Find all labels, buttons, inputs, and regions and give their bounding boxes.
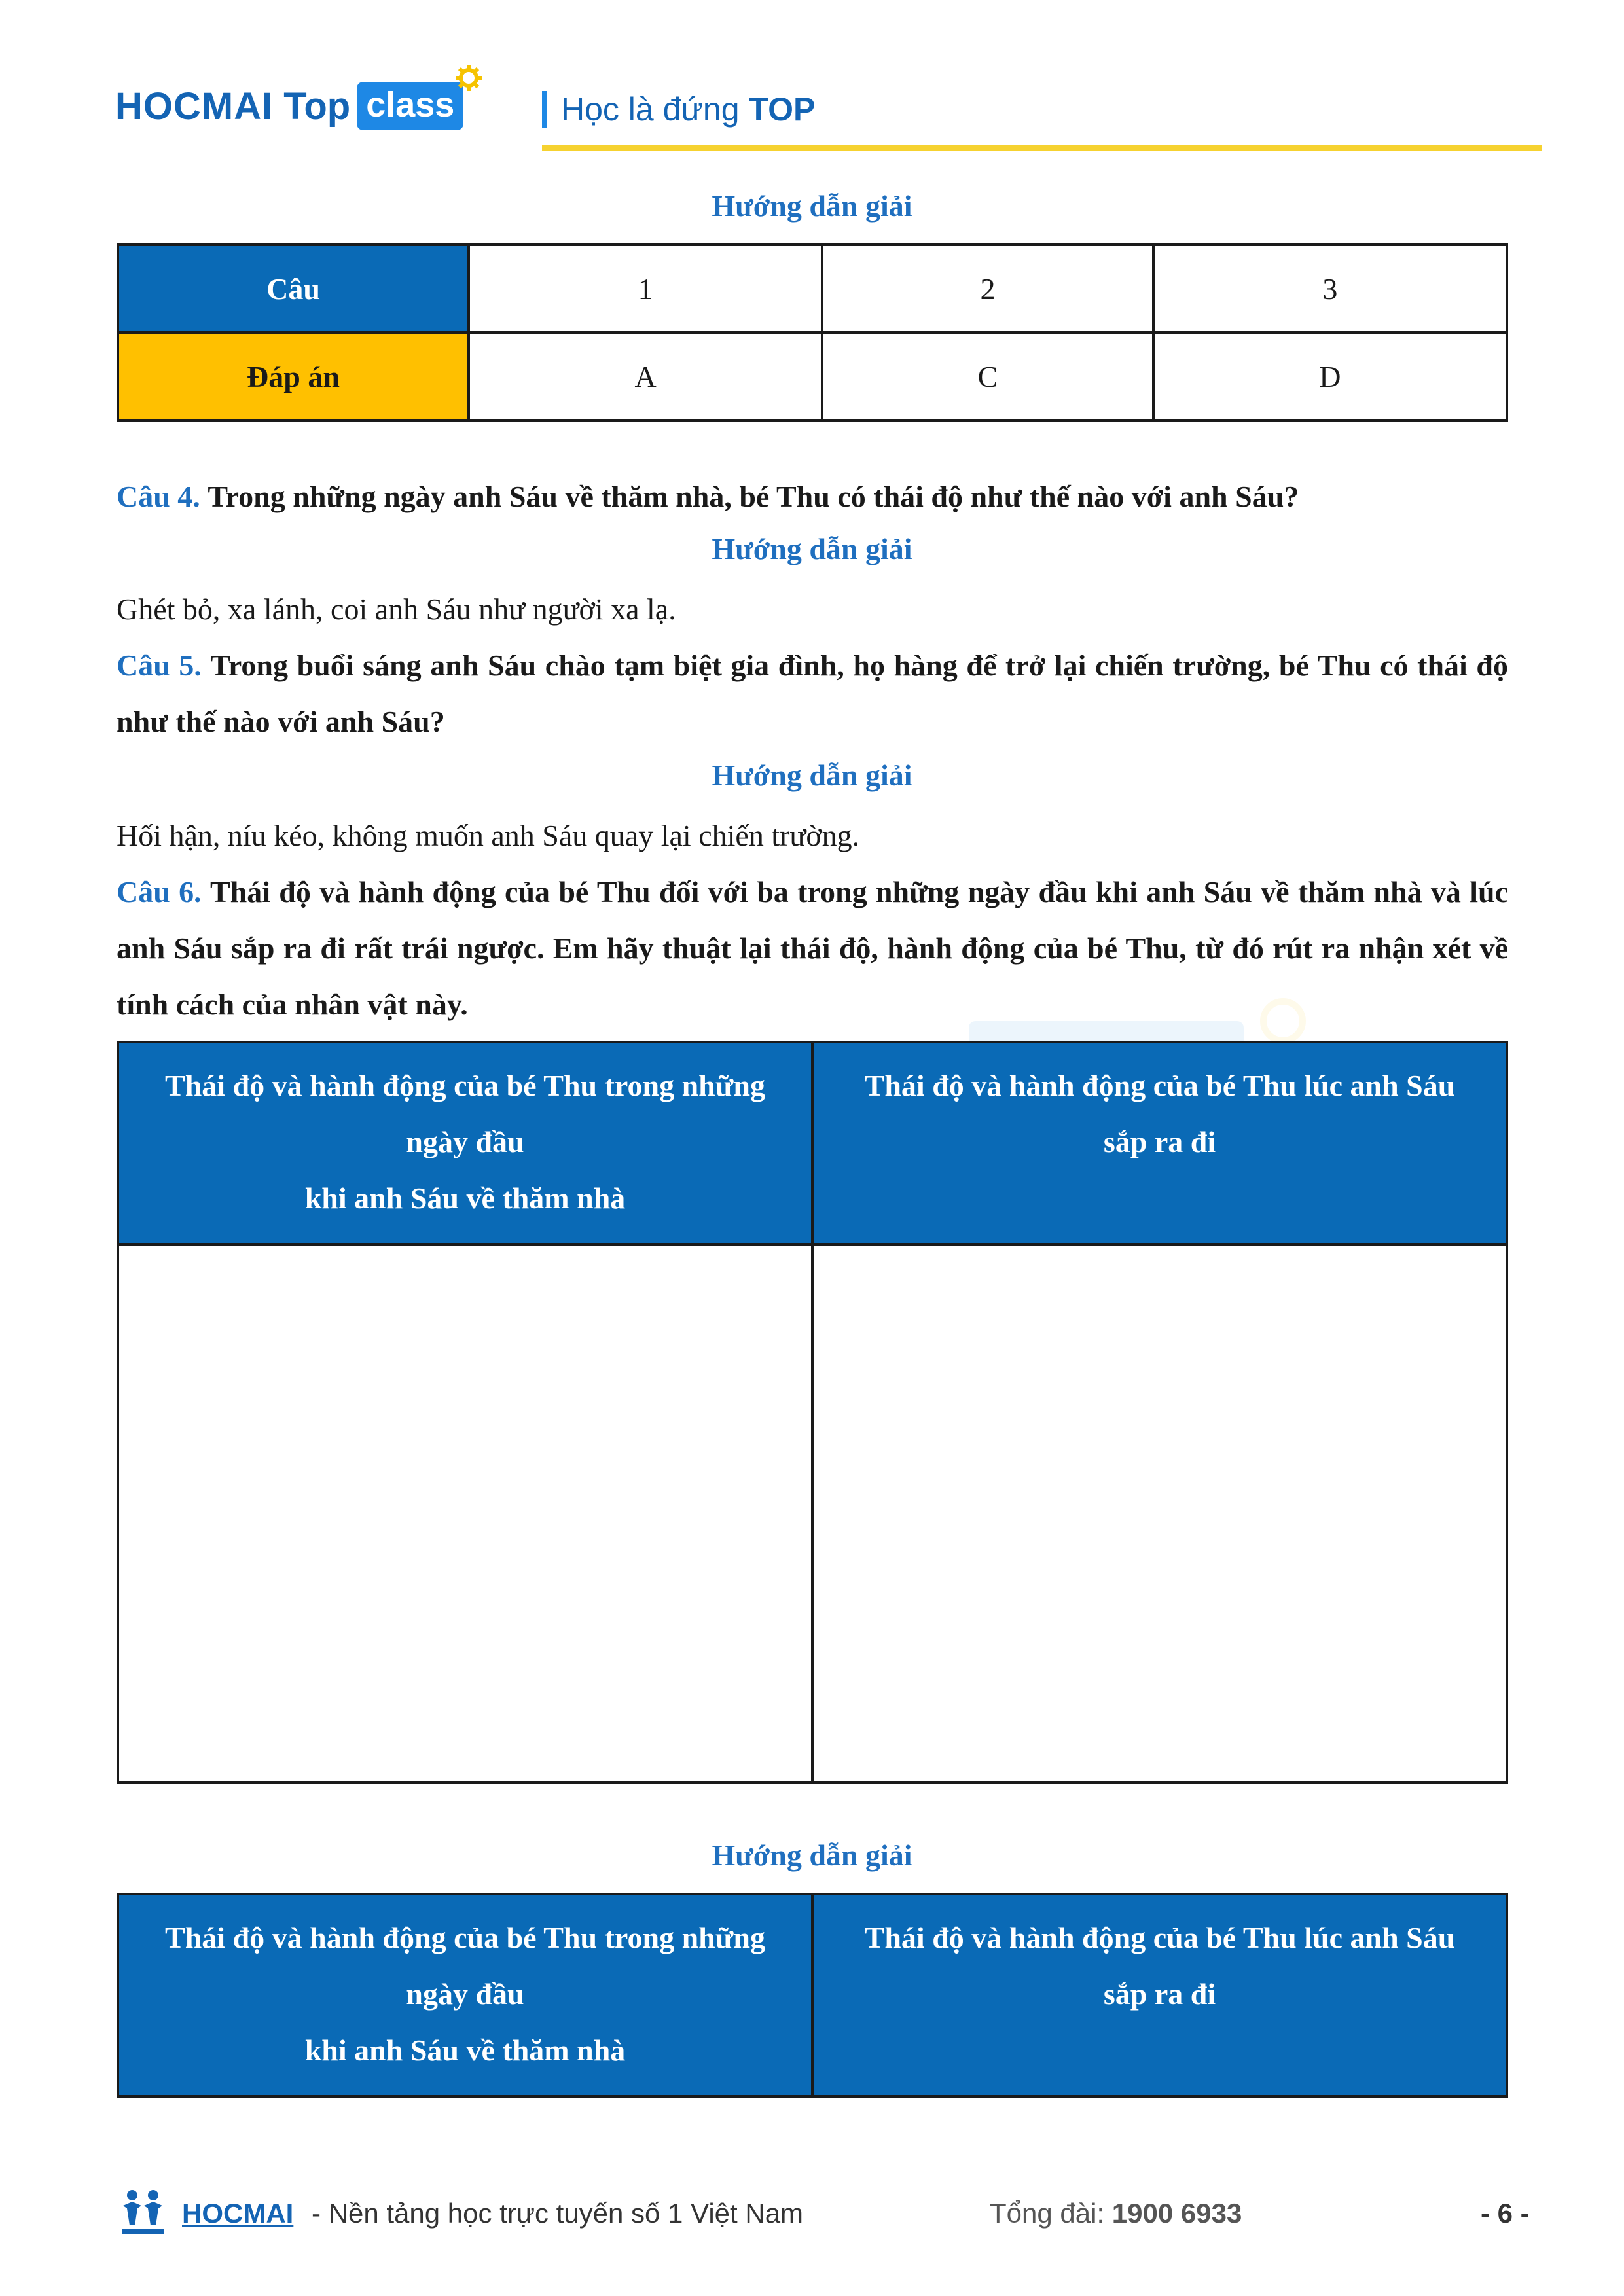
header-line: ngày đầu (406, 1977, 524, 2011)
question-label: Câu 6. (117, 875, 202, 908)
header-line: sắp ra đi (1103, 1125, 1216, 1158)
question-text: Thái độ và hành động của bé Thu đối với ba trong những ngày đầu khi anh Sáu về thăm nhà và lúc anh Sáu sắp ra đi rất trái ngược. Em hãy thuật lại thái độ, hành động của bé Thu, từ đó rút ra nhận xét về tính cách của nhân vật này. (117, 875, 1508, 1021)
question-label: Câu 4. (117, 480, 200, 513)
header-line: sắp ra đi (1103, 1977, 1216, 2011)
table-header-row (118, 1042, 1507, 1244)
header-line: Thái độ và hành động của bé Thu lúc anh Sáu (864, 1921, 1455, 1954)
answer-value: D (1153, 332, 1507, 420)
question-number: 3 (1153, 245, 1507, 332)
column-header-departure (812, 1042, 1507, 1244)
logo-class-badge (357, 82, 463, 130)
guide-heading-1: Hướng dẫn giải (712, 189, 912, 223)
logo-hocmai-text: HOCMAI (115, 84, 274, 128)
hocmai-topclass-logo (115, 73, 463, 139)
answer-table (117, 243, 1508, 422)
guide-heading-q6: Hướng dẫn giải (712, 1839, 912, 1872)
header-line: Thái độ và hành động của bé Thu lúc anh Sáu (864, 1069, 1455, 1102)
guide-heading-q4: Hướng dẫn giải (712, 532, 912, 565)
header-line: Thái độ và hành động của bé Thu trong những (165, 1069, 765, 1102)
table-header-row (118, 1894, 1507, 2096)
tagline-prefix: Học là đứng (561, 91, 740, 128)
answer-value: A (469, 332, 822, 420)
row-header-question: Câu (118, 245, 469, 332)
column-header-early-days (118, 1894, 812, 2096)
footer-hotline (990, 2198, 1242, 2229)
hotline-label: Tổng đài: (990, 2198, 1105, 2229)
header-divider (542, 145, 1542, 151)
table-row (118, 1244, 1507, 1782)
question-5 (117, 637, 1508, 750)
tagline-bar (542, 91, 547, 128)
page-header (0, 0, 1624, 157)
footer-brand-link[interactable]: HOCMAI (182, 2198, 294, 2229)
answer-cell-early-days[interactable] (118, 1244, 812, 1782)
logo-class-text: class (366, 85, 455, 124)
guide-heading-q5: Hướng dẫn giải (712, 759, 912, 792)
answer-q4: Ghét bỏ, xa lánh, coi anh Sáu như người xa lạ. (117, 592, 676, 626)
tagline (542, 90, 815, 128)
header-line: khi anh Sáu về thăm nhà (304, 1181, 626, 1215)
table-row (118, 245, 1507, 332)
header-line: Thái độ và hành động của bé Thu trong những (165, 1921, 765, 1954)
hotline-number: 1900 6933 (1111, 2198, 1242, 2229)
footer-description: - Nền tảng học trực tuyến số 1 Việt Nam (312, 2198, 804, 2229)
question-6 (117, 864, 1508, 1033)
comparison-table (117, 1041, 1508, 1784)
answer-cell-departure[interactable] (812, 1244, 1507, 1782)
gear-icon (454, 63, 483, 92)
tagline-top: TOP (748, 91, 816, 128)
page-footer (0, 2186, 1624, 2251)
question-text: Trong buổi sáng anh Sáu chào tạm biệt gia đình, họ hàng để trở lại chiến trường, bé Thu có thái độ như thế nào với anh Sáu? (117, 649, 1509, 738)
column-header-departure (812, 1894, 1507, 2096)
question-number: 1 (469, 245, 822, 332)
row-header-answer: Đáp án (118, 332, 469, 420)
page-number: - 6 - (1481, 2198, 1530, 2229)
answer-value: C (822, 332, 1153, 420)
answer-q5: Hối hận, níu kéo, không muốn anh Sáu quay lại chiến trường. (117, 819, 860, 852)
header-line: khi anh Sáu về thăm nhà (304, 2034, 626, 2067)
question-label: Câu 5. (117, 649, 202, 682)
hocmai-people-icon (117, 2186, 169, 2238)
header-line: ngày đầu (406, 1125, 524, 1158)
question-text: Trong những ngày anh Sáu về thăm nhà, bé Thu có thái độ như thế nào với anh Sáu? (208, 480, 1299, 513)
table-row (118, 332, 1507, 420)
column-header-early-days (118, 1042, 812, 1244)
question-4 (117, 469, 1508, 525)
logo-top-text: Top (283, 84, 351, 128)
guide-comparison-table (117, 1893, 1508, 2098)
question-number: 2 (822, 245, 1153, 332)
